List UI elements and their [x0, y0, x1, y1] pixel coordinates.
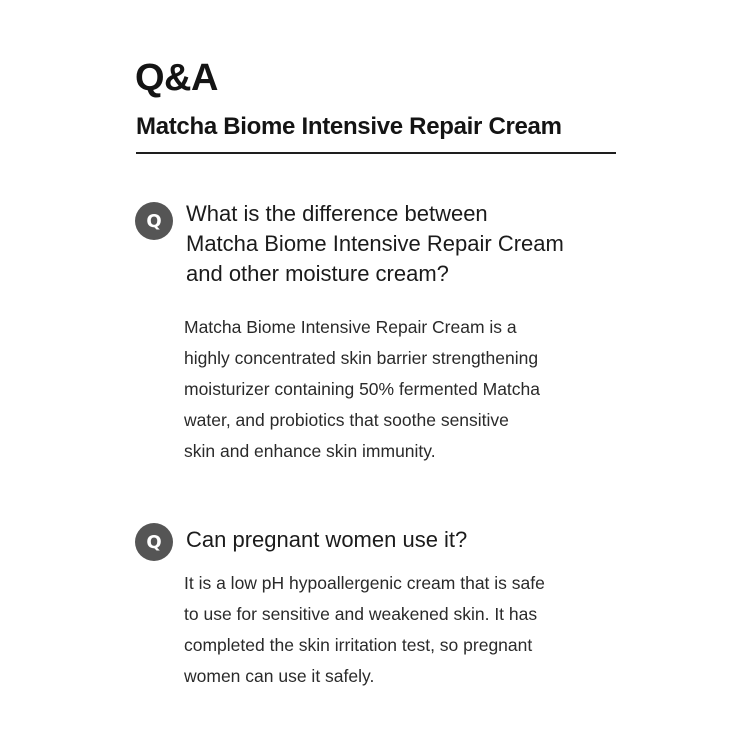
question-badge-1: Q	[135, 202, 173, 240]
product-name: Matcha Biome Intensive Repair Cream	[136, 113, 562, 140]
answer-2-line-1: It is a low pH hypoallergenic cream that is safe	[184, 573, 545, 593]
answer-1-line-5: skin and enhance skin immunity.	[184, 441, 436, 461]
question-badge-2: Q	[135, 523, 173, 561]
answer-2-line-3: completed the skin irritation test, so pregnant	[184, 635, 533, 655]
faq-answer-1	[184, 312, 624, 467]
question-1-line-3: and other moisture cream?	[186, 261, 449, 286]
question-2-line-1: Can pregnant women use it?	[186, 527, 468, 552]
faq-answer-2	[184, 568, 624, 692]
page-title: Q&A	[135, 57, 218, 99]
answer-1-line-4: water, and probiotics that soothe sensitive	[184, 410, 509, 430]
question-1-line-1: What is the difference between	[186, 201, 488, 226]
answer-1-line-2: highly concentrated skin barrier strengthening	[184, 348, 539, 368]
faq-question-1	[186, 199, 626, 289]
answer-2-line-2: to use for sensitive and weakened skin. It has	[184, 604, 538, 624]
question-1-line-2: Matcha Biome Intensive Repair Cream	[186, 231, 564, 256]
answer-1-line-3: moisturizer containing 50% fermented Matcha	[184, 379, 541, 399]
title-divider	[136, 152, 616, 154]
faq-question-2	[186, 525, 626, 555]
answer-1-line-1: Matcha Biome Intensive Repair Cream is a	[184, 317, 517, 337]
answer-2-line-4: women can use it safely.	[184, 666, 375, 686]
